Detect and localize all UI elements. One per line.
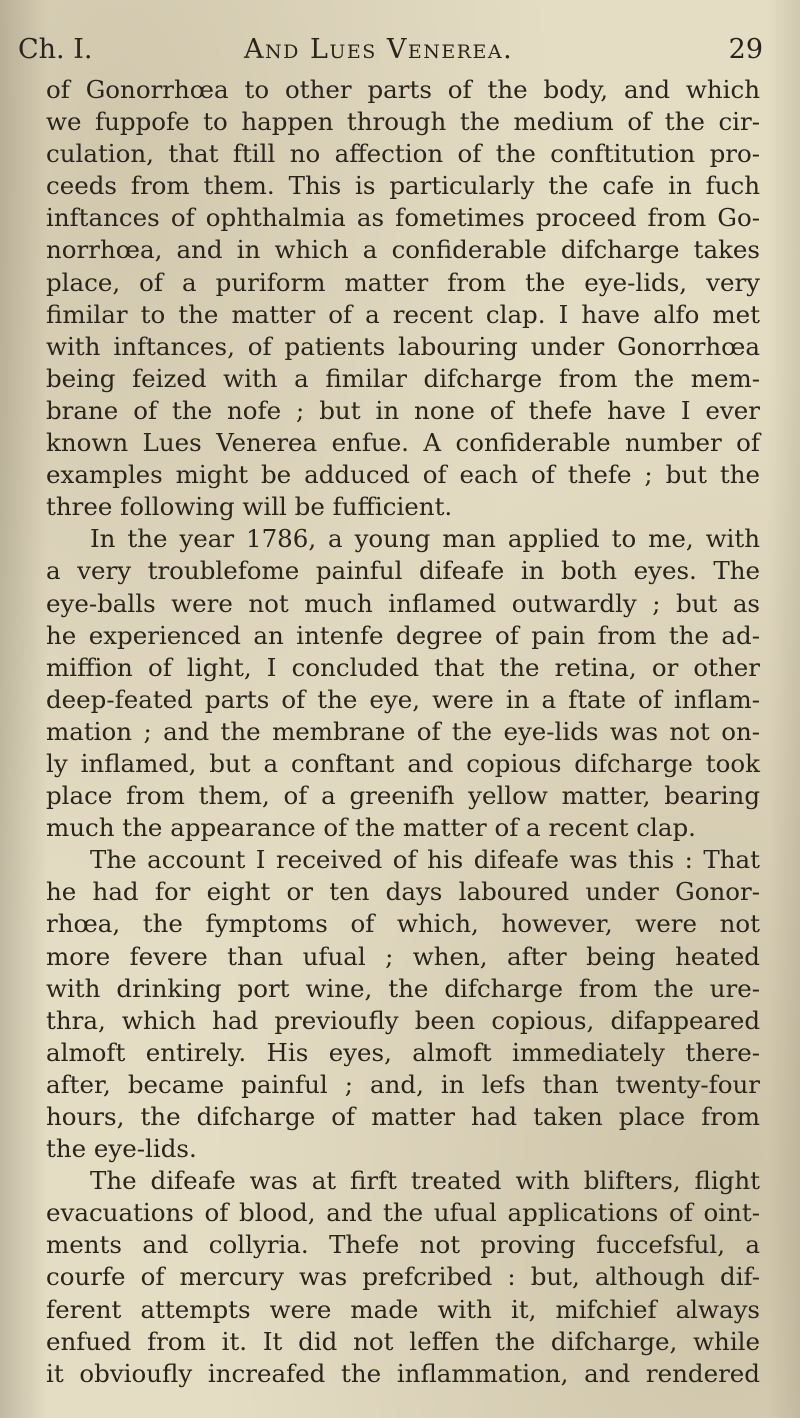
text-line: three following will be fufficient. — [46, 492, 453, 522]
text-line: after, became painful ; and, in lefs than twenty-four — [46, 1069, 760, 1099]
text-line: almoft entirely. His eyes, almoft immediately there- — [46, 1037, 760, 1067]
text-line: ceeds from them. This is particularly the cafe in fuch — [46, 171, 760, 201]
text-line: miffion of light, I concluded that the retina, or other — [46, 652, 760, 682]
text-line: known Lues Venerea enfue. A confiderable number of — [46, 428, 760, 458]
paragraph-start-line: The difeafe was at firft treated with blifters, flight — [90, 1166, 760, 1196]
text-line: the eye-lids. — [46, 1134, 197, 1164]
text-line: he had for eight or ten days laboured under Gonor- — [46, 877, 760, 907]
text-line: ferent attempts were made with it, mifchief always — [46, 1294, 760, 1324]
text-line: hours, the difcharge of matter had taken place from — [46, 1102, 760, 1131]
text-line: being feized with a fimilar difcharge from the mem- — [46, 363, 760, 393]
text-line: ments and collyria. Thefe not proving fuccefsful, a — [46, 1230, 760, 1260]
text-line: eye-balls were not much inflamed outwardly ; but as — [46, 588, 760, 618]
text-line: courfe of mercury was prefcribed : but, although dif- — [46, 1262, 760, 1292]
text-line: it obvioufly increafed the inflammation, and rendered — [46, 1358, 760, 1388]
text-line: examples might be adduced of each of thefe ; but the — [46, 460, 760, 490]
text-line: brane of the nofe ; but in none of thefe have I ever — [46, 395, 760, 425]
text-line: with drinking port wine, the difcharge from the ure- — [46, 973, 760, 1003]
text-line: inftances of ophthalmia as fometimes proceed from Go- — [46, 203, 760, 233]
text-line: of Gonorrhœa to other parts of the body, and which — [46, 75, 760, 104]
page-header — [18, 28, 763, 72]
text-line: culation, that ftill no affection of the conftitution pro- — [46, 139, 760, 169]
body-text — [46, 74, 760, 1390]
chapter-label: Ch. I. — [18, 34, 93, 65]
paragraph-start-line: The account I received of his difeafe was this : That — [90, 845, 760, 875]
text-line: a very troublefome painful difeafe in both eyes. The — [46, 556, 760, 586]
running-title: And Lues Venerea. — [244, 34, 514, 65]
text-line: with inftances, of patients labouring under Gonorrhœa — [46, 331, 760, 361]
text-line: place, of a puriform matter from the eye-lids, very — [46, 267, 760, 297]
text-line: ly inflamed, but a conftant and copious difcharge took — [46, 748, 760, 778]
text-line: enfued from it. It did not leffen the difcharge, while — [46, 1326, 760, 1356]
text-line: fimilar to the matter of a recent clap. I have alfo met — [46, 299, 760, 329]
text-line: rhœa, the fymptoms of which, however, were not — [46, 909, 760, 939]
text-line: mation ; and the membrane of the eye-lids was not on- — [46, 716, 760, 746]
text-line: norrhœa, and in which a confiderable difcharge takes — [46, 235, 760, 265]
text-line: we fuppofe to happen through the medium of the cir- — [46, 107, 760, 137]
page-number: 29 — [728, 34, 763, 65]
text-line: thra, which had previoufly been copious, difappeared — [46, 1005, 760, 1035]
text-line: deep-feated parts of the eye, were in a ftate of inflam- — [46, 684, 760, 714]
text-line: more fevere than ufual ; when, after being heated — [46, 941, 760, 971]
text-line: he experienced an intenfe degree of pain from the ad- — [46, 620, 760, 650]
text-line: much the appearance of the matter of a recent clap. — [46, 813, 696, 843]
text-line: place from them, of a greenifh yellow matter, bearing — [46, 781, 760, 811]
paragraph-start-line: In the year 1786, a young man applied to me, with — [90, 524, 760, 554]
text-line: evacuations of blood, and the ufual applications of oint- — [46, 1198, 760, 1228]
